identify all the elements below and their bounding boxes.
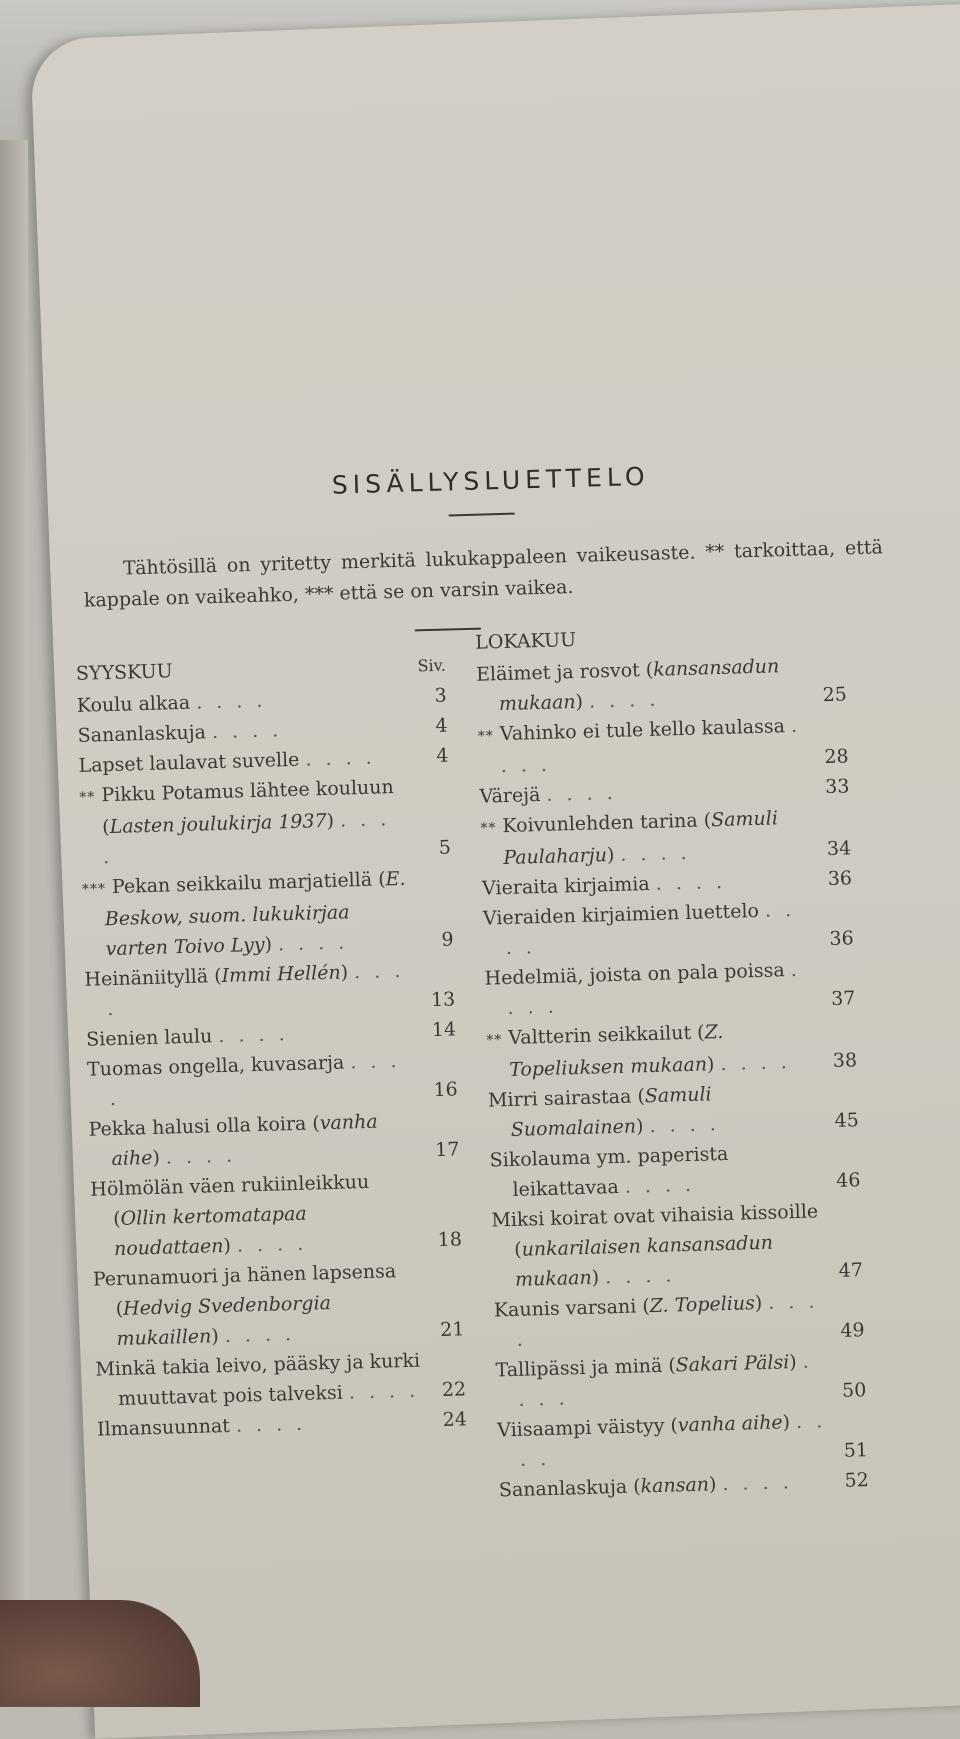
leader-dots: . . . . [588, 688, 660, 713]
entry-title: Värejä [479, 784, 541, 808]
entry-source: unkarilaisen kansansadun mukaan [514, 1231, 774, 1291]
page-number: 33 [824, 775, 850, 799]
entry-source: Samuli Suomalainen [510, 1083, 712, 1141]
section-heading: SYYSKUU [75, 660, 173, 685]
entry-source: Sakari Pälsi [675, 1351, 790, 1377]
page-number: 16 [433, 1078, 459, 1102]
column-lokakuu [475, 621, 869, 1505]
intro-paragraph: Tähtösillä on yritetty merkitä lukukappaleen vaikeusaste. ** tarkoittaa, että kappale on vaikeahko, *** että se on varsin vaikea. [83, 536, 884, 612]
entry-source: Lasten joulukirja 1937 [109, 809, 327, 839]
page-number: 36 [829, 927, 854, 950]
toc-entry: Kaunis varsani (Z. Topelius) . . . . 49 [493, 1290, 865, 1351]
difficulty-stars: ** [480, 820, 497, 837]
entry-title: Sikolauma ym. paperista leikattavaa [489, 1142, 729, 1201]
entry-title: Koulu alkaa [76, 691, 191, 717]
leader-dots: . . . . [649, 1113, 721, 1138]
entry-title: Minkä takia leivo, pääsky ja kurki muuttavat pois talveksi [95, 1349, 421, 1411]
entry-source: kansan [640, 1473, 710, 1498]
leader-dots: . . . . [305, 746, 376, 771]
page-number: 17 [434, 1138, 460, 1162]
leader-dots: . . . . [107, 959, 405, 1021]
toc-entry [95, 1344, 467, 1414]
page-number: 51 [843, 1439, 869, 1462]
toc-entry: *** Pekan seikkailu marjatiellä (E. Beskow, suom. lukukirjaa varten Toivo Lyy) . . . . 9 [81, 867, 454, 961]
page-number: 9 [441, 928, 454, 951]
page-number: 5 [438, 836, 452, 859]
difficulty-stars: *** [81, 881, 107, 898]
section-heading: LOKAKUU [474, 628, 577, 654]
toc-entry [489, 1135, 861, 1205]
toc-entry: Eläimet ja rosvot (kansansadun mukaan) . . . . 25 [475, 655, 848, 716]
leader-dots: . . . . [236, 1232, 308, 1257]
toc-entry: ** Pikku Potamus lähtee kouluun (Lasten joulukirja 1937) . . . . 5 [79, 776, 452, 869]
page-edge [0, 140, 28, 1610]
leader-dots: . . . . [109, 1050, 401, 1111]
toc-entry: ** Valtterin seikkailut (Z. Topeliuksen mukaan) . . . . 38 [486, 1020, 858, 1081]
page-number: 4 [435, 714, 448, 737]
page-title: SISÄLLYSLUETTELO [331, 461, 650, 500]
entry-title: Miksi koirat ovat vihaisia kissoille [491, 1200, 819, 1232]
entry-title: Eläimet ja rosvot [475, 659, 641, 686]
entry-title: Pekan seikkailu marjatiellä [111, 868, 373, 898]
entry-source: vanha aihe [111, 1110, 378, 1171]
leader-dots: . . . . [500, 714, 802, 778]
difficulty-stars: ** [486, 1032, 503, 1049]
page-number: 13 [430, 988, 456, 1012]
leader-dots: . . . . [507, 958, 802, 1019]
toc-entry [484, 953, 856, 1023]
entry-title: Perunamuori ja hänen lapsensa [92, 1260, 397, 1291]
entry-title: Sienien laulu [85, 1025, 213, 1051]
leader-dots: . . . . [624, 1173, 696, 1198]
leader-dots: . . . . [348, 1379, 420, 1404]
page-number: 3 [434, 684, 448, 707]
difficulty-stars: ** [79, 789, 96, 806]
page-number: 18 [437, 1228, 463, 1252]
title-divider [449, 513, 515, 517]
toc-entry: Miksi koirat ovat vihaisia kissoille (unkarilaisen kansansadun mukaan) . . . . 47 [491, 1200, 864, 1291]
toc-entry [477, 709, 849, 781]
page-number: 52 [844, 1469, 870, 1492]
entry-title: Valtterin seikkailut [508, 1021, 692, 1049]
leader-dots: . . . . [720, 1051, 792, 1076]
page-number: 46 [835, 1169, 861, 1192]
leader-dots: . . . . [218, 1023, 289, 1048]
entry-title: Hölmölän väen rukiinleikkuu [90, 1170, 370, 1201]
leader-dots: . . . . [211, 719, 283, 744]
leader-dots: . . . . [224, 1323, 296, 1348]
entry-source: Samuli Paulaharju [502, 807, 779, 870]
leader-dots: . . . . [165, 1144, 237, 1169]
page-number: 37 [830, 987, 856, 1010]
page-number: 45 [834, 1109, 860, 1132]
entry-source: E. Beskow, suom. lukukirjaa varten Toivo Lyy [104, 867, 406, 961]
entry-title: Mirri sairastaa [487, 1085, 632, 1112]
entry-title: Viisaampi väistyy [496, 1414, 665, 1442]
entry-source: Hedvig Svedenborgia mukaillen [116, 1292, 332, 1351]
entry-title: Pekka halusi olla koira [88, 1112, 307, 1141]
page-number: 4 [436, 744, 449, 767]
page-number: 24 [442, 1408, 468, 1431]
leader-dots: . . . . [195, 689, 267, 714]
toc-entry: Heinäniityllä (Immi Hellén) . . . . 13 [84, 959, 456, 1021]
page-number: 50 [841, 1379, 867, 1402]
entry-title: Hedelmiä, joista on pala poissa [484, 959, 785, 990]
page-number: 25 [822, 683, 848, 707]
toc-entry: Hölmölän väen rukiinleikkuu (Ollin kertomatapaa noudattaen) . . . . 18 [90, 1170, 463, 1261]
entry-title: Ilmansuunnat [96, 1414, 231, 1441]
leader-dots: . . . . [516, 1290, 819, 1351]
entry-source: Ollin kertomatapaa noudattaen [113, 1202, 307, 1261]
entry-source: kansansadun mukaan [498, 655, 780, 716]
toc-entry [483, 893, 855, 963]
column-syyskuu [76, 653, 470, 1517]
entry-title: Pikku Potamus lähtee kouluun [101, 776, 395, 807]
toc-entry: Perunamuori ja hänen lapsensa (Hedvig Svedenborgia mukaillen) . . . . 21 [92, 1260, 465, 1351]
page-column-label: Siv. [417, 655, 447, 676]
toc-entry: Tallipässi ja minä (Sakari Pälsi) . . . . 50 [495, 1350, 867, 1411]
toc-entry: Mirri sairastaa (Samuli Suomalainen) . . . . 45 [487, 1083, 860, 1141]
page-number: 34 [826, 837, 852, 861]
entry-title: Tallipässi ja minä [495, 1354, 663, 1382]
leader-dots: . . . . [655, 870, 727, 895]
leader-dots: . . . . [277, 931, 349, 956]
entry-source: Z. Topelius [649, 1292, 756, 1318]
entry-title: Vahinko ei tule kello kaulassa [499, 715, 786, 746]
page-number: 22 [441, 1378, 467, 1401]
entry-title: Koivunlehden tarina [502, 809, 699, 838]
page-number: 49 [840, 1319, 865, 1342]
page-number: 28 [824, 745, 849, 769]
entry-source: Immi Hellén [221, 961, 341, 987]
toc-entry: ** Koivunlehden tarina (Samuli Paulaharju) . . . . 34 [480, 807, 852, 870]
page-number: 38 [832, 1049, 858, 1072]
entry-source: Z. Topeliuksen mukaan [508, 1020, 724, 1081]
entry-title: Sananlaskuja [498, 1475, 628, 1502]
toc-entry: Viisaampi väistyy (vanha aihe) . . . . 51 [496, 1410, 869, 1471]
page-number: 47 [838, 1259, 864, 1282]
page-number: 14 [431, 1018, 457, 1042]
entry-title: Heinäniityllä [84, 965, 209, 991]
leader-dots: . . . . [505, 898, 796, 960]
entry-title: Tuomas ongella, kuvasarja [86, 1051, 345, 1081]
leader-dots: . . . . [518, 1350, 814, 1411]
toc-entry [87, 1044, 459, 1114]
toc-entry: Sananlaskuja (kansan) . . . . 52 [499, 1465, 870, 1505]
entry-title: Vieraita kirjaimia [481, 872, 650, 900]
table-of-contents [70, 437, 919, 1516]
entry-title: Vieraiden kirjaimien luettelo [482, 899, 760, 930]
leader-dots: . . . . [235, 1412, 307, 1437]
leader-dots: . . . . [546, 781, 618, 806]
toc-entry: Pekka halusi olla koira (vanha aihe) . . . . 17 [88, 1110, 460, 1171]
intro-divider [415, 628, 481, 632]
entry-source: vanha aihe [677, 1411, 783, 1437]
leader-dots: . . . . [620, 841, 691, 866]
entry-title: Kaunis varsani [493, 1295, 637, 1322]
page-number: 36 [827, 867, 853, 890]
page-number: 21 [439, 1318, 465, 1341]
leader-dots: . . . . [519, 1410, 827, 1471]
entry-title: Lapset laulavat suvelle [78, 748, 300, 777]
leader-dots: . . . . [722, 1471, 794, 1496]
entry-title: Sananlaskuja [77, 721, 207, 747]
leader-dots: . . . . [102, 808, 391, 869]
leader-dots: . . . . [604, 1264, 676, 1289]
difficulty-stars: ** [477, 728, 495, 745]
